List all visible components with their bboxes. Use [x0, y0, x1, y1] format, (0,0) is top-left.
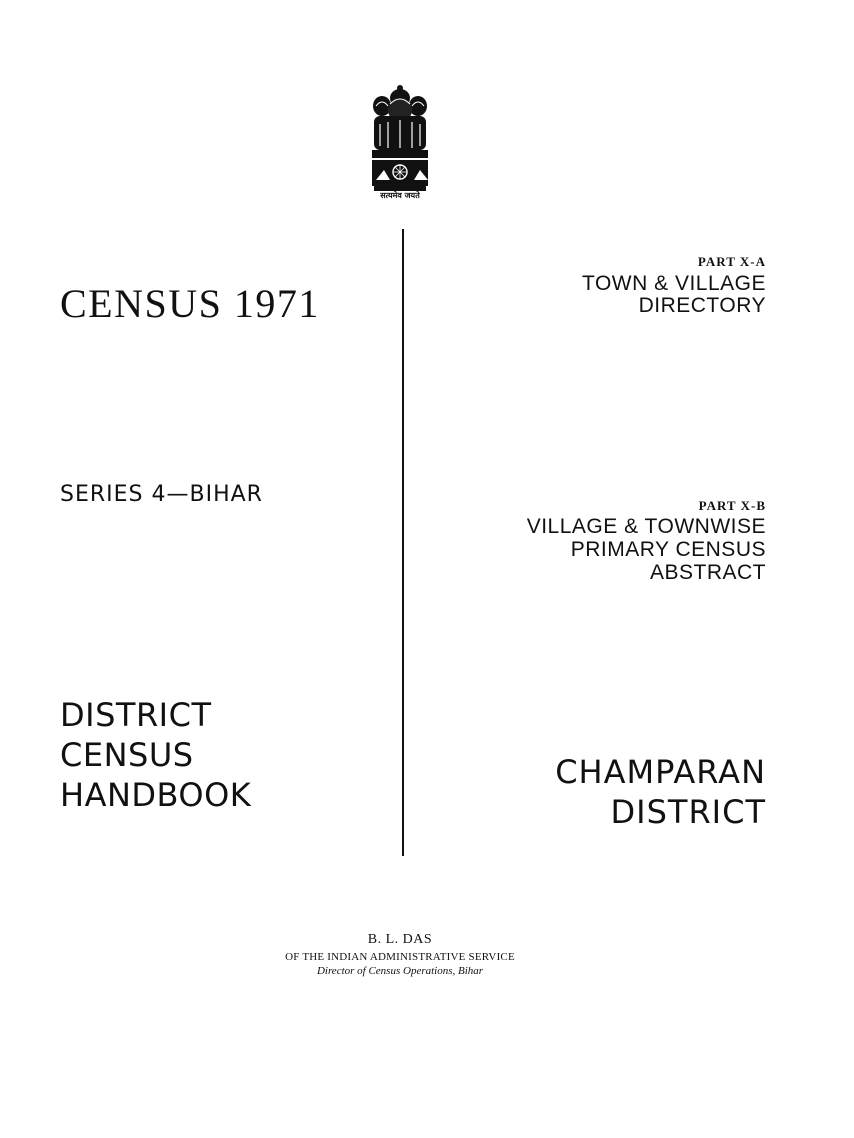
author-name: B. L. DAS — [367, 932, 433, 947]
emblem-motto: सत्यमेव जयते — [380, 190, 420, 200]
author-service: OF THE INDIAN ADMINISTRATIVE SERVICE — [285, 951, 515, 963]
author-title: Director of Census Operations, Bihar — [316, 965, 484, 977]
handbook-title-line: CENSUS — [60, 736, 194, 774]
author-block — [0, 932, 800, 977]
district-name: DISTRICT — [610, 793, 766, 831]
part-xb-label: PART X-B — [698, 498, 766, 513]
part-xb-title-line: ABSTRACT — [649, 561, 766, 584]
part-xa-label: PART X-A — [697, 254, 766, 269]
part-xb-title-line: VILLAGE & TOWNWISE — [526, 515, 766, 538]
part-xa-title-line: TOWN & VILLAGE — [582, 272, 766, 295]
vertical-divider — [402, 229, 404, 856]
district-name: CHAMPARAN — [555, 753, 766, 791]
part-xb-title-line: PRIMARY CENSUS — [570, 538, 766, 561]
census-title: CENSUS 1971 — [60, 281, 320, 326]
series-title: SERIES 4—BIHAR — [60, 482, 263, 507]
part-xa-title-line: DIRECTORY — [638, 294, 766, 317]
handbook-title-line: HANDBOOK — [60, 776, 252, 814]
handbook-title-line: DISTRICT — [60, 696, 212, 734]
